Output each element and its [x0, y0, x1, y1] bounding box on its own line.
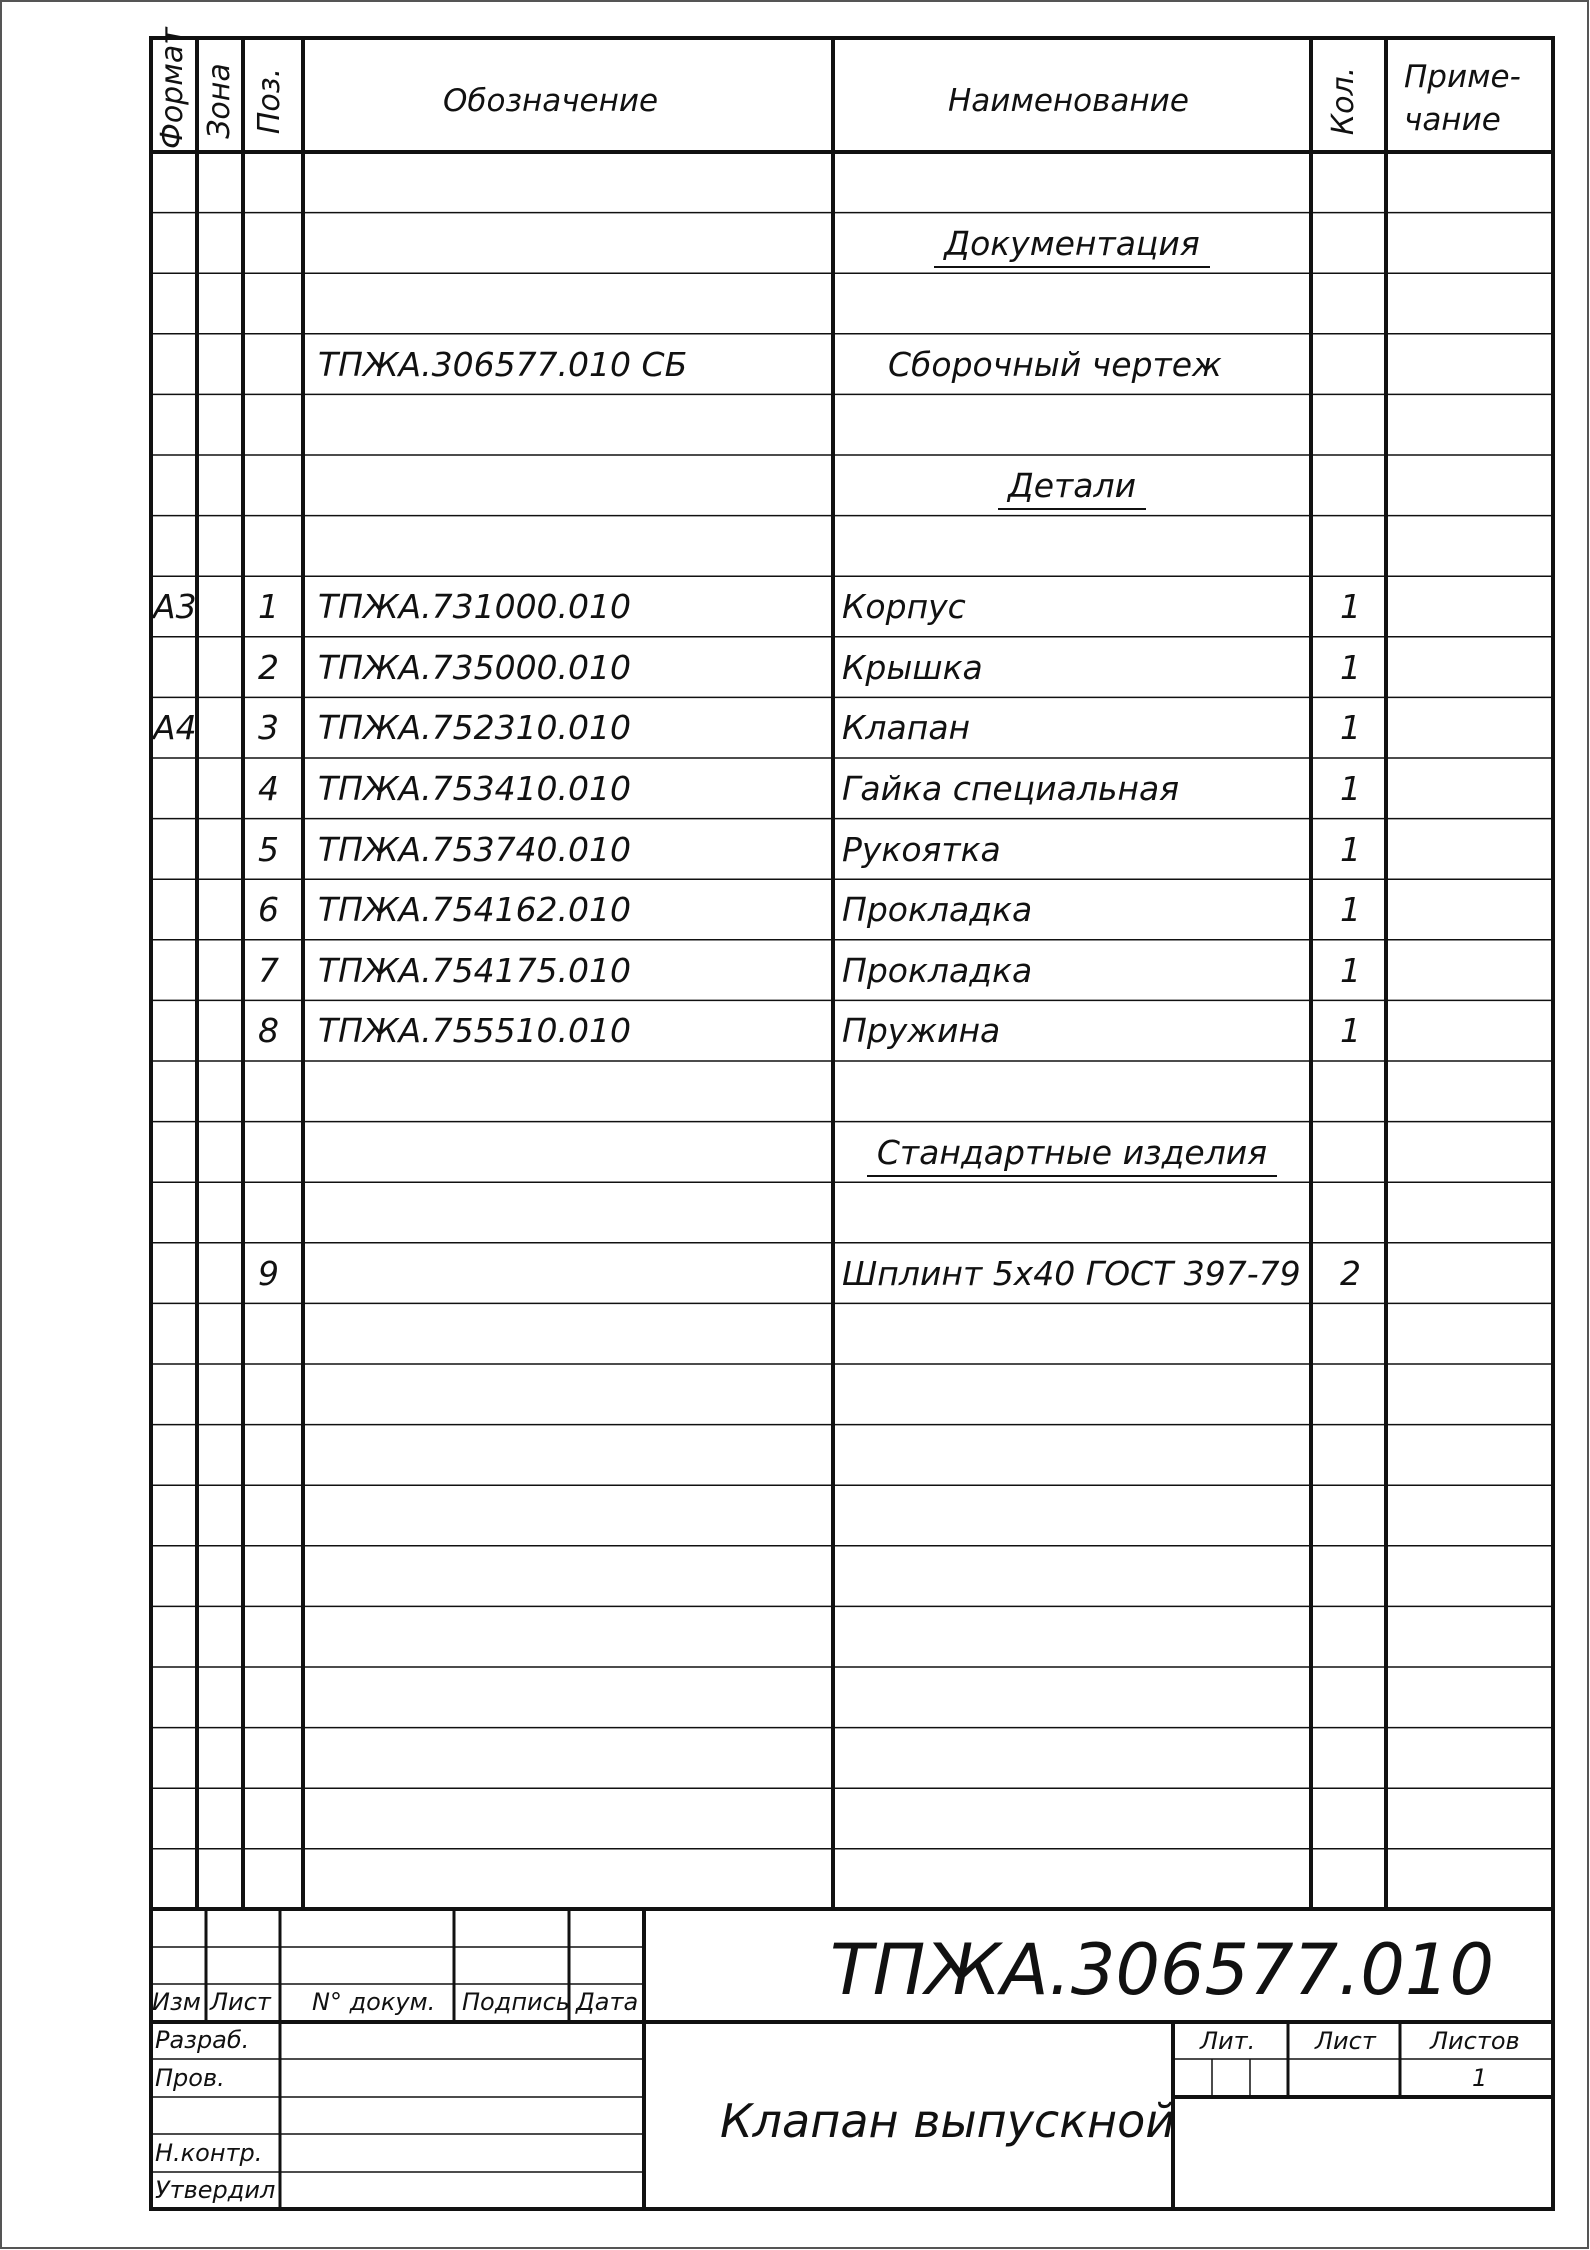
row-quantity: 1: [1340, 708, 1361, 748]
row-name: Прокладка: [842, 950, 1033, 990]
header-note-line2: чание: [1404, 102, 1501, 138]
row-quantity: 1: [1340, 647, 1361, 687]
row-quantity: 1: [1340, 1011, 1361, 1051]
label-sheet: Лист: [1315, 2027, 1376, 2055]
label-date: Дата: [576, 1988, 639, 2016]
label-izm: Изм: [152, 1988, 201, 2016]
label-utverdil: Утвердил: [155, 2176, 276, 2204]
label-list: Лист: [210, 1988, 271, 2016]
row-position: 4: [258, 769, 279, 808]
label-lit: Лит.: [1200, 2027, 1256, 2055]
label-nkontr: Н.контр.: [155, 2139, 263, 2167]
row-designation: ТПЖА.731000.010: [318, 587, 632, 627]
row-name: Прокладка: [842, 890, 1033, 930]
row-position: 5: [258, 829, 279, 869]
row-quantity: 1: [1340, 769, 1361, 808]
row-position: 6: [258, 890, 279, 930]
row-position: 7: [258, 950, 279, 990]
row-position: 1: [258, 587, 279, 627]
header-pos: Поз.: [252, 67, 287, 135]
section-heading-text: Стандартные изделия: [867, 1133, 1277, 1177]
row-designation: ТПЖА.753410.010: [318, 769, 632, 808]
row-designation: ТПЖА.754175.010: [318, 950, 632, 990]
row-format: А3: [153, 587, 197, 627]
section-heading: [833, 223, 1311, 263]
row-quantity: 2: [1340, 1253, 1361, 1293]
row-quantity: 1: [1340, 950, 1361, 990]
doc-code: ТПЖА.306577.010: [830, 1929, 1495, 2011]
row-designation: ТПЖА.735000.010: [318, 647, 632, 687]
row-designation: ТПЖА.752310.010: [318, 708, 632, 748]
row-name: Корпус: [842, 587, 966, 627]
drawing-title: Клапан выпускной: [720, 2094, 1176, 2148]
header-format: Формат: [155, 27, 190, 149]
sheets-value: 1: [1472, 2064, 1488, 2092]
row-name: Шплинт 5х40 ГОСТ 397-79: [842, 1253, 1301, 1293]
row-name: Рукоятка: [842, 829, 1001, 869]
header-note-line1: Приме-: [1404, 59, 1521, 95]
header-name: Наименование: [948, 83, 1189, 119]
section-heading: [833, 466, 1311, 505]
row-designation: ТПЖА.754162.010: [318, 890, 632, 930]
row-name: Пружина: [842, 1011, 1001, 1051]
row-name: Крышка: [842, 647, 983, 687]
row-name: Гайка специальная: [842, 769, 1180, 808]
section-heading: [833, 1132, 1311, 1172]
label-doc-no: N° докум.: [312, 1988, 436, 2016]
header-designation: Обозначение: [443, 83, 659, 119]
row-position: 3: [258, 708, 279, 748]
row-designation: ТПЖА.755510.010: [318, 1011, 632, 1051]
row-quantity: 1: [1340, 587, 1361, 627]
row-format: А4: [153, 708, 197, 748]
header-zone: Зона: [202, 63, 237, 139]
row-designation: ТПЖА.306577.010 СБ: [318, 344, 688, 384]
row-designation: ТПЖА.753740.010: [318, 829, 632, 869]
header-qty: Кол.: [1326, 66, 1361, 136]
row-quantity: 1: [1340, 890, 1361, 930]
row-position: 2: [258, 647, 279, 687]
row-name: Клапан: [842, 708, 971, 748]
label-prov: Пров.: [155, 2064, 225, 2092]
row-position: 8: [258, 1011, 279, 1051]
section-heading-text: Детали: [998, 466, 1146, 510]
row-quantity: 1: [1340, 829, 1361, 869]
row-position: 9: [258, 1253, 279, 1293]
section-heading-text: Документация: [934, 224, 1209, 268]
label-razrab: Разраб.: [155, 2026, 250, 2054]
row-name: Сборочный чертеж: [888, 344, 1222, 384]
label-sheets: Листов: [1430, 2027, 1520, 2055]
label-signature: Подпись: [462, 1988, 570, 2016]
